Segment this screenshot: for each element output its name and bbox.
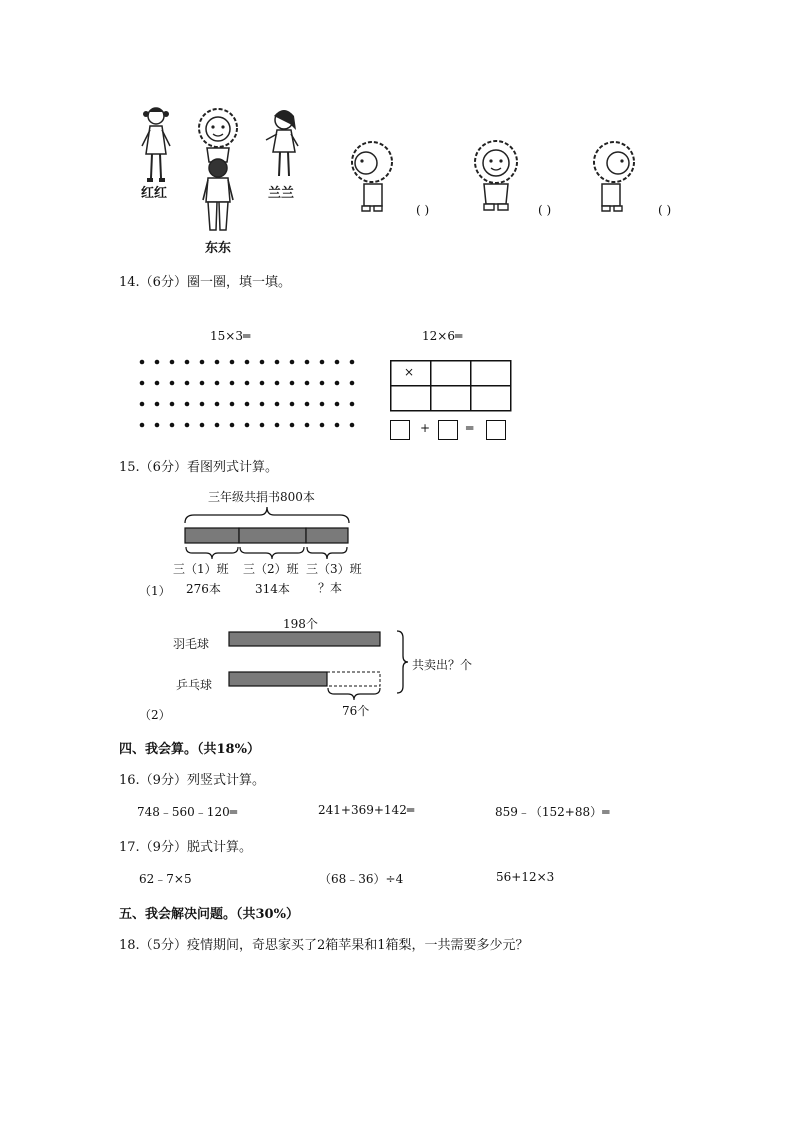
girl-figure-lanlan: [262, 108, 302, 184]
dot: [215, 402, 220, 407]
boy-figure-dongdong: [200, 158, 236, 238]
grid-cell-mark: ×: [404, 365, 415, 379]
part-1-label: （1）: [139, 584, 171, 598]
dot: [185, 360, 190, 365]
section-5-title: 五、我会解决问题。（共30%）: [119, 907, 299, 922]
dot: [200, 360, 205, 365]
dot: [230, 423, 235, 428]
dot: [140, 423, 145, 428]
dot: [305, 381, 310, 386]
answer-box-3[interactable]: [486, 420, 506, 440]
class-2-label: 三（2）班: [243, 562, 299, 576]
q18-prompt: 18.（5分）疫情期间，奇思家买了2箱苹果和1箱梨，一共需要多少元？: [119, 938, 529, 953]
lion-figure-front: [195, 108, 241, 164]
dot: [170, 381, 175, 386]
dot: [170, 423, 175, 428]
dot: [290, 360, 295, 365]
dot: [140, 360, 145, 365]
q17-item-1: 62﹣7×5: [139, 872, 192, 886]
dot: [320, 423, 325, 428]
class-1-amount: 276本: [186, 582, 221, 596]
dot: [215, 381, 220, 386]
q16-prompt: 16.（9分）列竖式计算。: [119, 773, 265, 788]
dot: [305, 423, 310, 428]
dot: [305, 360, 310, 365]
answer-blank-2[interactable]: ( ): [538, 203, 552, 217]
dot: [260, 381, 265, 386]
dot: [275, 381, 280, 386]
dot: [245, 381, 250, 386]
dot: [215, 423, 220, 428]
q16-item-1: 748﹣560﹣120═: [137, 805, 237, 819]
q17-item-2: （68﹣36）÷4: [319, 872, 404, 886]
class-3-label: 三（3）班: [306, 562, 362, 576]
label-dongdong: 东东: [205, 241, 232, 256]
dot: [275, 360, 280, 365]
dot: [140, 381, 145, 386]
q15-prompt: 15.（6分）看图列式计算。: [119, 460, 278, 475]
dot: [335, 402, 340, 407]
q16-item-3: 859﹣（152+88）═: [495, 805, 610, 819]
label-honghong: 红红: [141, 186, 168, 201]
class-1-label: 三（1）班: [173, 562, 229, 576]
class-3-amount: ？本: [318, 581, 343, 595]
dot: [335, 423, 340, 428]
dot: [185, 381, 190, 386]
equals-sign: ═: [466, 421, 474, 435]
q14-dots-expression: 15×3═: [210, 329, 251, 343]
difference-value: 76个: [342, 704, 370, 718]
dot: [230, 360, 235, 365]
dot-array[interactable]: [138, 358, 362, 432]
dot: [230, 381, 235, 386]
q14-prompt: 14.（6分）圈一圈，填一填。: [119, 275, 291, 290]
section-4-title: 四、我会算。（共18%）: [119, 742, 260, 757]
dot: [335, 381, 340, 386]
lion-view-right-side: [592, 140, 636, 216]
dot: [260, 402, 265, 407]
dot: [290, 381, 295, 386]
dot: [230, 402, 235, 407]
dot: [245, 423, 250, 428]
dot: [350, 360, 355, 365]
dot: [275, 423, 280, 428]
badminton-label: 羽毛球: [173, 637, 210, 651]
dot: [200, 423, 205, 428]
dot: [350, 402, 355, 407]
dot: [275, 402, 280, 407]
dot: [260, 423, 265, 428]
dot: [350, 423, 355, 428]
badminton-value: 198个: [283, 617, 318, 631]
dot: [200, 402, 205, 407]
dot: [170, 402, 175, 407]
girl-figure-honghong: [138, 106, 174, 186]
dot: [200, 381, 205, 386]
dot: [260, 360, 265, 365]
label-lanlan: 兰兰: [268, 186, 295, 201]
q14-grid-expression: 12×6═: [422, 329, 463, 343]
q17-prompt: 17.（9分）脱式计算。: [119, 840, 252, 855]
lion-view-front: [470, 140, 522, 214]
dot: [320, 402, 325, 407]
dot: [290, 402, 295, 407]
dot: [215, 360, 220, 365]
bottom-braces: [184, 545, 350, 561]
part-2-label: （2）: [139, 708, 171, 722]
q17-item-3: 56+12×3: [496, 870, 555, 884]
total-sold-label: 共卖出？个: [412, 658, 473, 672]
plus-sign: +: [420, 421, 431, 435]
dot: [305, 402, 310, 407]
dot: [170, 360, 175, 365]
answer-blank-3[interactable]: ( ): [658, 203, 672, 217]
dot: [155, 360, 160, 365]
q16-item-2: 241+369+142═: [318, 803, 415, 817]
dot: [245, 402, 250, 407]
dot: [155, 402, 160, 407]
dot: [320, 360, 325, 365]
answer-blank-1[interactable]: ( ): [416, 203, 430, 217]
top-brace: [184, 505, 350, 525]
segment-bar: [184, 527, 350, 545]
dot: [185, 423, 190, 428]
total-brace: [395, 630, 409, 694]
answer-box-1[interactable]: [390, 420, 410, 440]
dot: [155, 381, 160, 386]
dot: [155, 423, 160, 428]
badminton-bar: [228, 631, 382, 648]
pingpong-label: 乒乓球: [176, 678, 213, 692]
dot: [350, 381, 355, 386]
dot: [140, 402, 145, 407]
dot: [290, 423, 295, 428]
class-2-amount: 314本: [255, 582, 290, 596]
answer-box-2[interactable]: [438, 420, 458, 440]
dot: [335, 360, 340, 365]
dot: [320, 381, 325, 386]
dot: [185, 402, 190, 407]
lion-view-left-side: [348, 138, 392, 214]
dot: [245, 360, 250, 365]
total-label: 三年级共捐书800本: [208, 490, 315, 504]
